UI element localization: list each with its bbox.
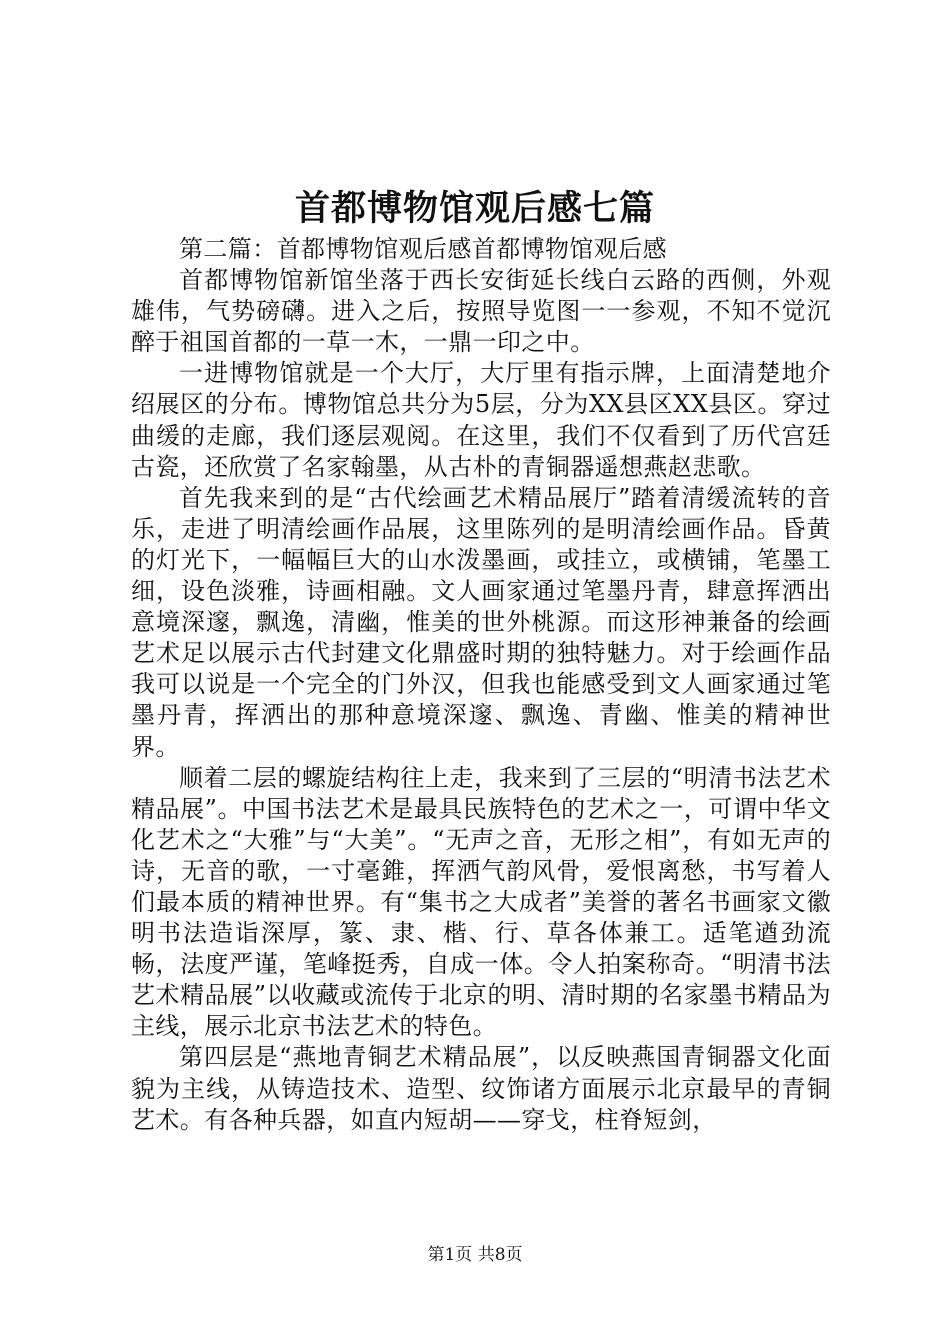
page-number-footer: 第1页 共8页	[427, 1245, 523, 1265]
paragraph-painting-hall: 首先我来到的是“古代绘画艺术精品展厅”踏着清缓流转的音乐，走进了明清绘画作品展，这里陈列的是明清绘画作品。昏黄的灯光下，一幅幅巨大的山水泼墨画，或挂立，或横铺，笔墨工细，设色淡雅，诗画相融。文人画家通过笔墨丹青，肆意挥洒出意境深邃，飘逸，清幽，惟美的世外桃源。而这形神兼备的绘画艺术足以展示古代封建文化鼎盛时期的独特魅力。对于绘画作品我可以说是一个完全的门外汉，但我也能感受到文人画家通过笔墨丹青，挥洒出的那种意境深邃、飘逸、青幽、惟美的精神世界。	[131, 483, 831, 761]
document-body	[131, 234, 831, 1136]
paragraph-museum-intro: 首都博物馆新馆坐落于西长安街延长线白云路的西侧，外观雄伟，气势磅礴。进入之后，按照导览图一一参观，不知不觉沉醉于祖国首都的一草一木，一鼎一印之中。	[131, 266, 831, 357]
paragraph-calligraphy-hall: 顺着二层的螺旋结构往上走，我来到了三层的“明清书法艺术精品展”。中国书法艺术是最具民族特色的艺术之一，可谓中华文化艺术之“大雅”与“大美”。“无声之音，无形之相”，有如无声的诗，无音的歌，一寸毫錐，挥洒气韵风骨，爱恨离愁，书写着人们最本质的精神世界。有“集书之大成者”美誉的著名书画家文徽明书法造诣深厚，篆、隶、楷、行、草各体兼工。适笔遒劲流畅，法度严谨，笔峰挺秀，自成一体。令人拍案称奇。“明清书法艺术精品展”以收藏或流传于北京的明、清时期的名家墨书精品为主线，展示北京书法艺术的特色。	[131, 763, 831, 1041]
paragraph-section-heading: 第二篇：首都博物馆观后感首都博物馆观后感	[179, 235, 667, 263]
document-title: 首都博物馆观后感七篇	[294, 188, 655, 229]
paragraph-lobby: 一进博物馆就是一个大厅，大厅里有指示牌，上面清楚地介绍展区的分布。博物馆总共分为5层，分为XX县区XX县区。穿过曲缓的走廊，我们逐层观阅。在这里，我们不仅看到了历代宫廷古瓷，还欣赏了名家翰墨，从古朴的青铜器遥想燕赵悲歌。	[131, 359, 831, 481]
paragraph-bronze-hall: 第四层是“燕地青铜艺术精品展”，以反映燕国青铜器文化面貌为主线，从铸造技术、造型、纹饰诸方面展示北京最早的青铜艺术。有各种兵器，如直内短胡——穿戈，柱脊短剑，	[131, 1043, 831, 1134]
